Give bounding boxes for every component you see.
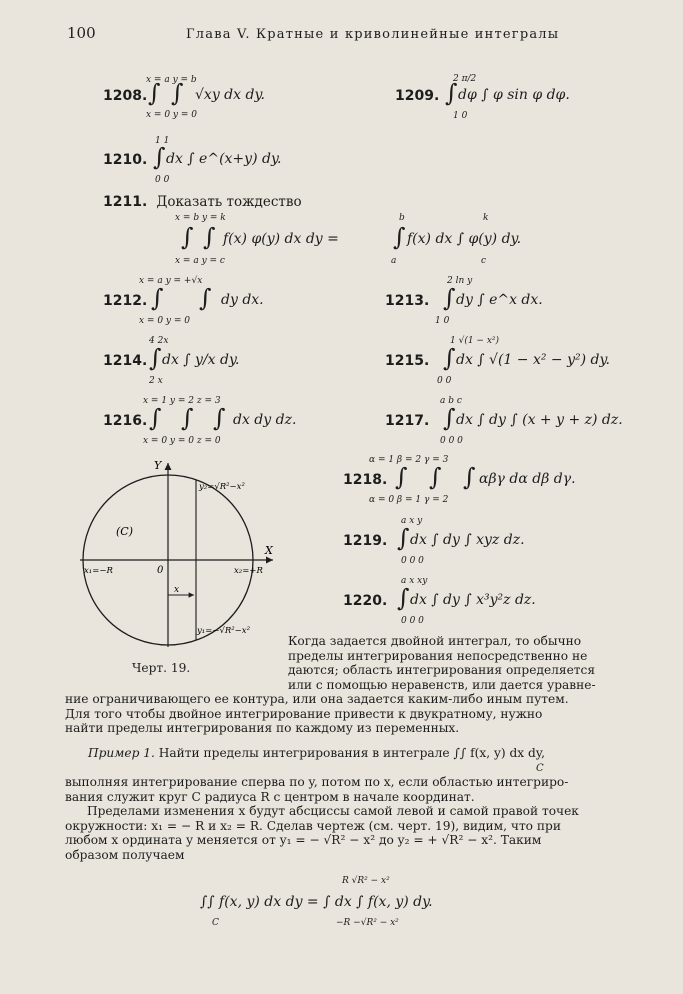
- problem-1212: x = a y = +√x 1212. ∫ ∫ dy dx. x = 0 y = 0: [103, 276, 264, 326]
- problem-1208: x = a y = b 1208. ∫ ∫ √xy dx dy. x = 0 y = 0: [103, 75, 265, 120]
- problem-1219: a x y 1219. ∫ dx ∫ dy ∫ xyz dz. 0 0 0: [343, 516, 525, 566]
- origin-label: 0: [157, 565, 164, 576]
- problem-1220: a x xy 1220. ∫ dx ∫ dy ∫ x³y²z dz. 0 0 0: [343, 576, 536, 626]
- problem-1218: α = 1 β = 2 γ = 3 1218. ∫ ∫ ∫ αβγ dα dβ dγ. α = 0 β = 1 γ = 2: [343, 455, 576, 505]
- x-arrow-label: x: [174, 585, 180, 595]
- x1-label: x₁=−R: [84, 566, 113, 576]
- problem-1215: 1 √(1 − x²) 1215. ∫ dx ∫ √(1 − x² − y²) dy. 0 0: [385, 336, 611, 386]
- example-1-heading: Пример 1. Найти пределы интегрирования в интеграле ∫∫ f(x, y) dx dy,: [88, 746, 545, 760]
- y2-label: y₂=√R²−x²: [199, 482, 245, 492]
- problem-1210: 1 1 1210. ∫ dx ∫ e^(x+y) dy. 0 0: [103, 136, 282, 185]
- y-axis-label: Y: [154, 459, 162, 472]
- problem-1217: a b c 1217. ∫ dx ∫ dy ∫ (x + y + z) dz. 0 0 0: [385, 396, 623, 446]
- x2-label: x₂=+R: [234, 566, 263, 576]
- page-number: 100: [67, 24, 96, 42]
- y1-label: y₁=−√R²−x²: [197, 626, 251, 636]
- example-1-region-sub: C: [536, 763, 544, 774]
- chapter-title: Глава V. Кратные и криволинейные интегралы: [186, 27, 560, 42]
- problem-1211: 1211. Доказать тождество: [103, 194, 302, 210]
- x-axis-label: X: [265, 544, 273, 557]
- paragraph-1-narrow: Когда задается двойной интеграл, то обычно пределы интегрирования непосредственно не даются; область интегрирования определяется или с помощью неравенств, или дается уравне-: [288, 634, 596, 692]
- example-1-body: выполняя интегрирование сперва по y, потом по x, если областью интегриро- вания служит круг C радиуса R с центром в начале координат. Пределами изменения x будут абсциссы самой левой и самой правой точек окружности: x₁ = − R и x₂ = R. Сделав чертеж (см. черт. 19), видим, что при любом x ордината y меняется от y₁ = − √R² − x² до y₂ = + √R² − x². Таким образом получаем: [65, 775, 579, 862]
- final-formula: R √R² − x² ∫∫ f(x, y) dx dy = ∫ dx ∫ f(x, y) dy. C −R −√R² − x²: [200, 876, 433, 928]
- figure-caption: Черт. 19.: [132, 661, 191, 675]
- region-label: (C): [116, 525, 133, 538]
- problem-1209: 2 π/2 1209. ∫ dφ ∫ φ sin φ dφ. 1 0: [395, 74, 570, 121]
- problem-1214: 4 2x 1214. ∫ dx ∫ y/x dy. 2 x: [103, 336, 240, 386]
- problem-1213: 2 ln y 1213. ∫ dy ∫ e^x dx. 1 0: [385, 276, 543, 326]
- problem-1216: x = 1 y = 2 z = 3 1216. ∫ ∫ ∫ dx dy dz. x = 0 y = 0 z = 0: [103, 396, 297, 446]
- figure-circle-diagram: [68, 455, 308, 655]
- identity-formula: x = b y = k ∫ ∫ f(x) φ(y) dx dy = x = a y = c b ∫ a f(x) dx ∫ φ(y) dy. k c: [175, 213, 522, 266]
- paragraph-1-full: ние ограничивающего ее контура, или она задается каким-либо иным путем. Для того чтобы двойное интегрирование привести к двукратному, нужно найти пределы интегрирования по каждому из переменных.: [65, 692, 569, 736]
